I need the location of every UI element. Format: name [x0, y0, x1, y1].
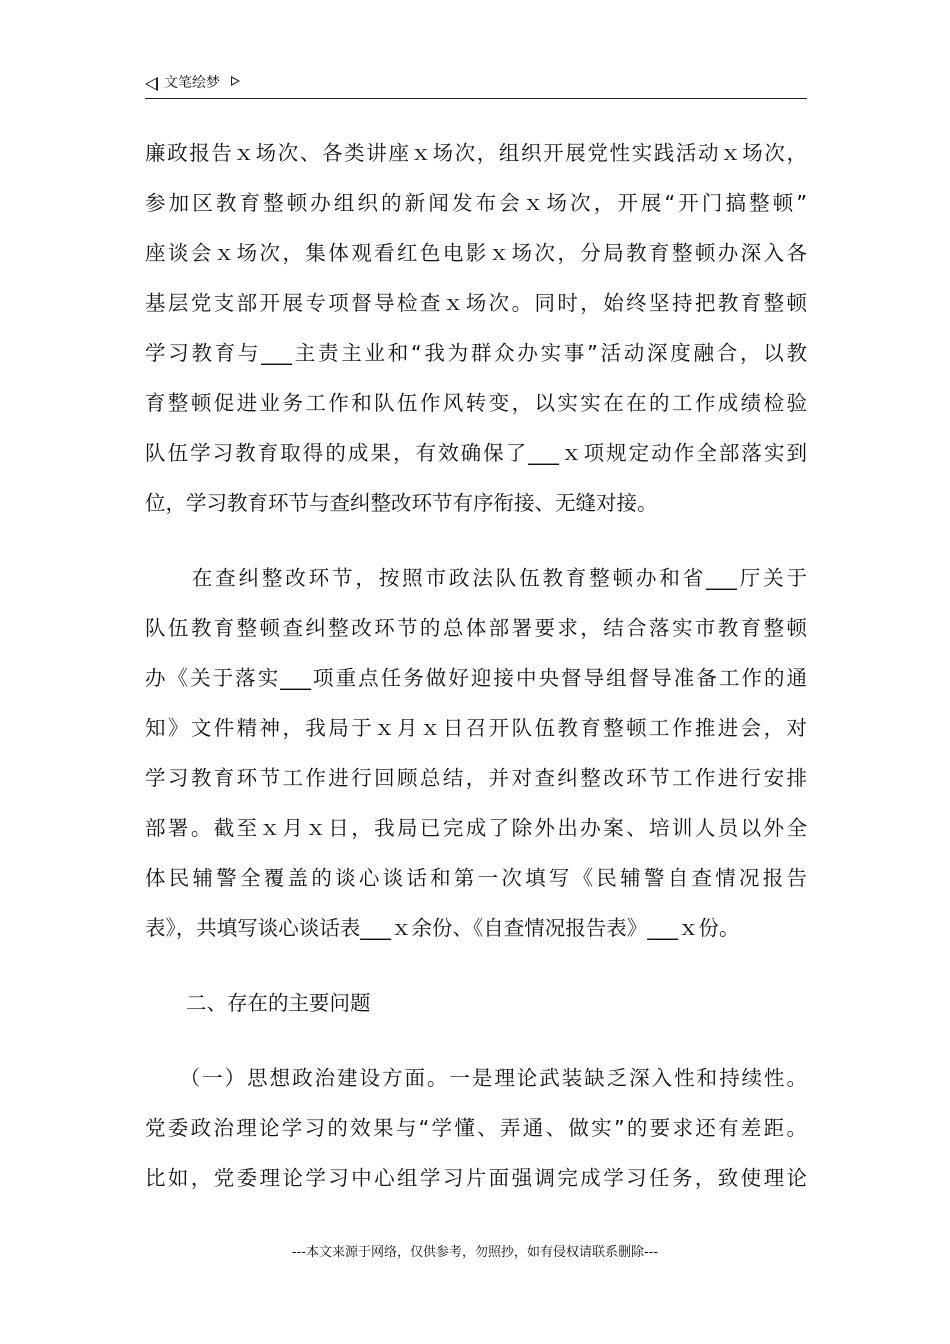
page-footer: ---本文来源于网络，仅供参考，勿照抄，如有侵权请联系删除---: [291, 1245, 659, 1260]
document-body: [145, 128, 807, 1203]
triangle-right-icon: [231, 76, 240, 86]
text-line: 基层党支部开展专项督导检查ｘ场次。同时，始终坚持把教育整顿: [145, 291, 807, 315]
text-line: 廉政报告ｘ场次、各类讲座ｘ场次，组织开展党性实践活动ｘ场次，: [145, 141, 807, 165]
text-line: （一）思想政治建设方面。一是理论武装缺乏深入性和持续性。: [145, 1066, 807, 1090]
triangle-left-icon: [145, 77, 158, 91]
text-line: 位，学习教育环节与查纠整改环节有序衔接、无缝对接。: [145, 491, 658, 515]
text-line: 在查纠整改环节，按照市政法队伍教育整顿办和省___厅关于: [145, 566, 807, 590]
text-line: 参加区教育整顿办组织的新闻发布会ｘ场次，开展“开门搞整顿”: [145, 191, 807, 215]
text-line: 育整顿促进业务工作和队伍作风转变，以实实在在的工作成绩检验: [145, 391, 807, 415]
text-line: 体民辅警全覆盖的谈心谈话和第一次填写《民辅警自查情况报告: [145, 866, 807, 890]
text-line: 队伍学习教育取得的成果，有效确保了___ｘ项规定动作全部落实到: [145, 441, 807, 465]
text-line: 比如，党委理论学习中心组学习片面强调完成学习任务，致使理论: [145, 1166, 807, 1190]
text-line: 学习教育环节工作进行回顾总结，并对查纠整改环节工作进行安排: [145, 766, 807, 790]
text-line: 办《关于落实___项重点任务做好迎接中央督导组督导准备工作的通: [145, 666, 807, 690]
page-header: [145, 72, 807, 99]
text-line: 党委政治理论学习的效果与“学懂、弄通、做实”的要求还有差距。: [145, 1116, 807, 1140]
text-line: 知》文件精神，我局于ｘ月ｘ日召开队伍教育整顿工作推进会，对: [145, 716, 807, 740]
text-line: 座谈会ｘ场次，集体观看红色电影ｘ场次，分局教育整顿办深入各: [145, 241, 807, 265]
section-heading: 二、存在的主要问题: [145, 991, 371, 1015]
text-line: 部署。截至ｘ月ｘ日，我局已完成了除外出办案、培训人员以外全: [145, 816, 807, 840]
text-line: 队伍教育整顿查纠整改环节的总体部署要求，结合落实市教育整顿: [145, 616, 807, 640]
text-line: 表》，共填写谈心谈话表___ｘ余份、《自查情况报告表》___ｘ份。: [145, 916, 740, 940]
header-title: 文笔绘梦: [164, 75, 220, 91]
text-line: 学习教育与___主责主业和“我为群众办实事”活动深度融合，以教: [145, 341, 807, 365]
